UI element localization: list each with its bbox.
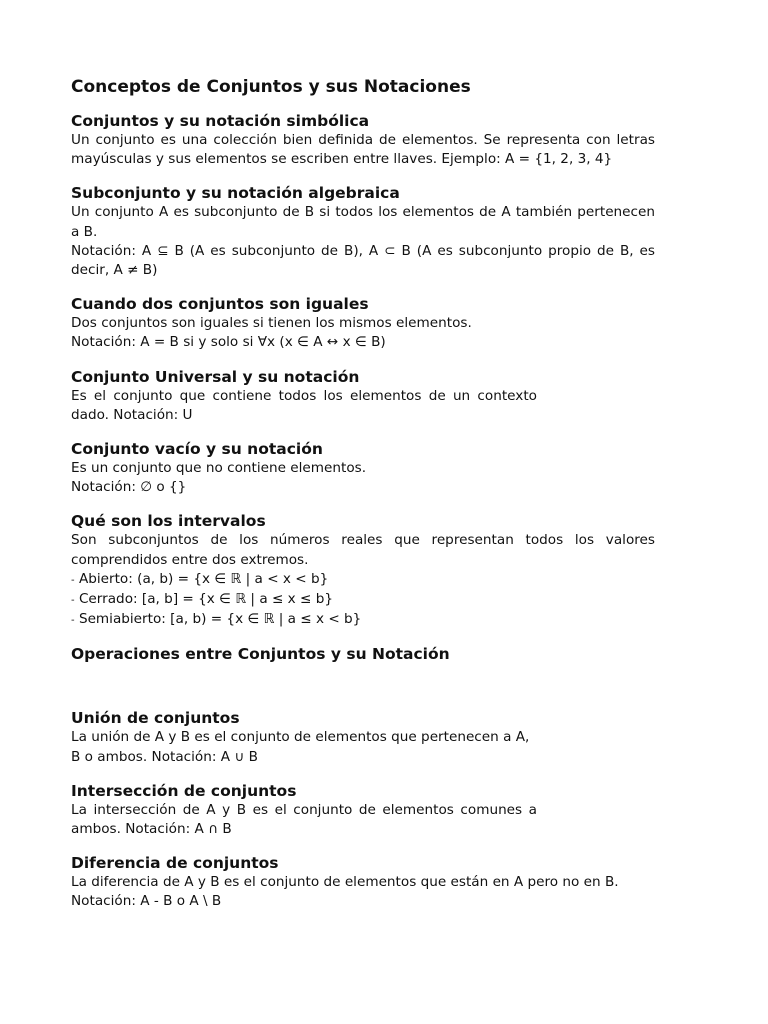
section-paragraph: Es el conjunto que contiene todos los elementos de un contexto dado. Notación: U	[71, 387, 537, 423]
section-paragraph: Notación: A - B o A \ B	[71, 893, 222, 910]
section-paragraph: La diferencia de A y B es el conjunto de elementos que están en A pero no en B.	[71, 874, 619, 891]
section-intervalos	[71, 511, 655, 630]
section-paragraph: Notación: ∅ o {}	[71, 479, 187, 496]
section-subconjunto	[71, 183, 655, 280]
section-paragraph: Un conjunto es una colección bien definida de elementos. Se representa con letras mayúsculas y sus elementos se escriben entre llaves. Ejemplo: A = {1, 2, 3, 4}	[71, 132, 655, 168]
section-paragraph: La intersección de A y B es el conjunto de elementos comunes a ambos. Notación: A ∩ B	[71, 801, 537, 838]
section-operaciones	[71, 644, 655, 694]
section-paragraph: Notación: A ⊆ B (A es subconjunto de B), A ⊂ B (A es subconjunto propio de B, es decir, A ≠ B)	[71, 242, 655, 279]
section-heading: Conjunto Universal y su notación	[71, 367, 360, 386]
section-paragraph: Son subconjuntos de los números reales que representan todos los valores comprendidos entre dos extremos.	[71, 532, 655, 568]
section-paragraph: La unión de A y B es el conjunto de elementos que pertenecen a A, B o ambos. Notación: A ∪ B	[71, 729, 530, 765]
section-diferencia	[71, 853, 655, 911]
interval-text: Abierto: (a, b) = {x ∈ ℝ | a < x < b}	[78, 570, 329, 587]
interval-item-cerrado	[71, 590, 655, 610]
interval-text: Cerrado: [a, b] = {x ∈ ℝ | a ≤ x ≤ b}	[78, 591, 334, 608]
section-heading: Diferencia de conjuntos	[71, 854, 279, 873]
interval-item-abierto	[71, 570, 655, 590]
section-iguales	[71, 294, 655, 352]
section-paragraph: Un conjunto A es subconjunto de B si todos los elementos de A también pertenecen a B.	[71, 204, 655, 240]
section-heading: Unión de conjuntos	[71, 709, 240, 728]
section-vacio	[71, 439, 655, 497]
section-heading: Subconjunto y su notación algebraica	[71, 184, 400, 203]
list-marker: -	[71, 574, 75, 586]
document-page	[71, 76, 655, 926]
spacer	[71, 664, 655, 694]
section-heading: Cuando dos conjuntos son iguales	[71, 295, 369, 314]
section-union	[71, 708, 655, 766]
section-heading: Intersección de conjuntos	[71, 781, 297, 800]
section-heading: Operaciones entre Conjuntos y su Notación	[71, 645, 450, 664]
interval-item-semiabierto	[71, 610, 655, 630]
section-heading: Conjuntos y su notación simbólica	[71, 112, 370, 130]
section-paragraph: Es un conjunto que no contiene elementos.	[71, 460, 367, 477]
interval-text: Semiabierto: [a, b) = {x ∈ ℝ | a ≤ x < b}	[78, 611, 362, 628]
section-heading: Qué son los intervalos	[71, 512, 266, 531]
section-heading: Conjunto vacío y su notación	[71, 440, 323, 459]
section-interseccion	[71, 781, 655, 839]
section-paragraph: Notación: A = B si y solo si ∀x (x ∈ A ↔ x ∈ B)	[71, 334, 386, 351]
list-marker: -	[71, 615, 75, 627]
list-marker: -	[71, 595, 75, 607]
section-conjuntos	[71, 111, 655, 169]
section-universal	[71, 367, 655, 425]
section-paragraph: Dos conjuntos son iguales si tienen los mismos elementos.	[71, 315, 472, 332]
document-title: Conceptos de Conjuntos y sus Notaciones	[71, 77, 471, 97]
